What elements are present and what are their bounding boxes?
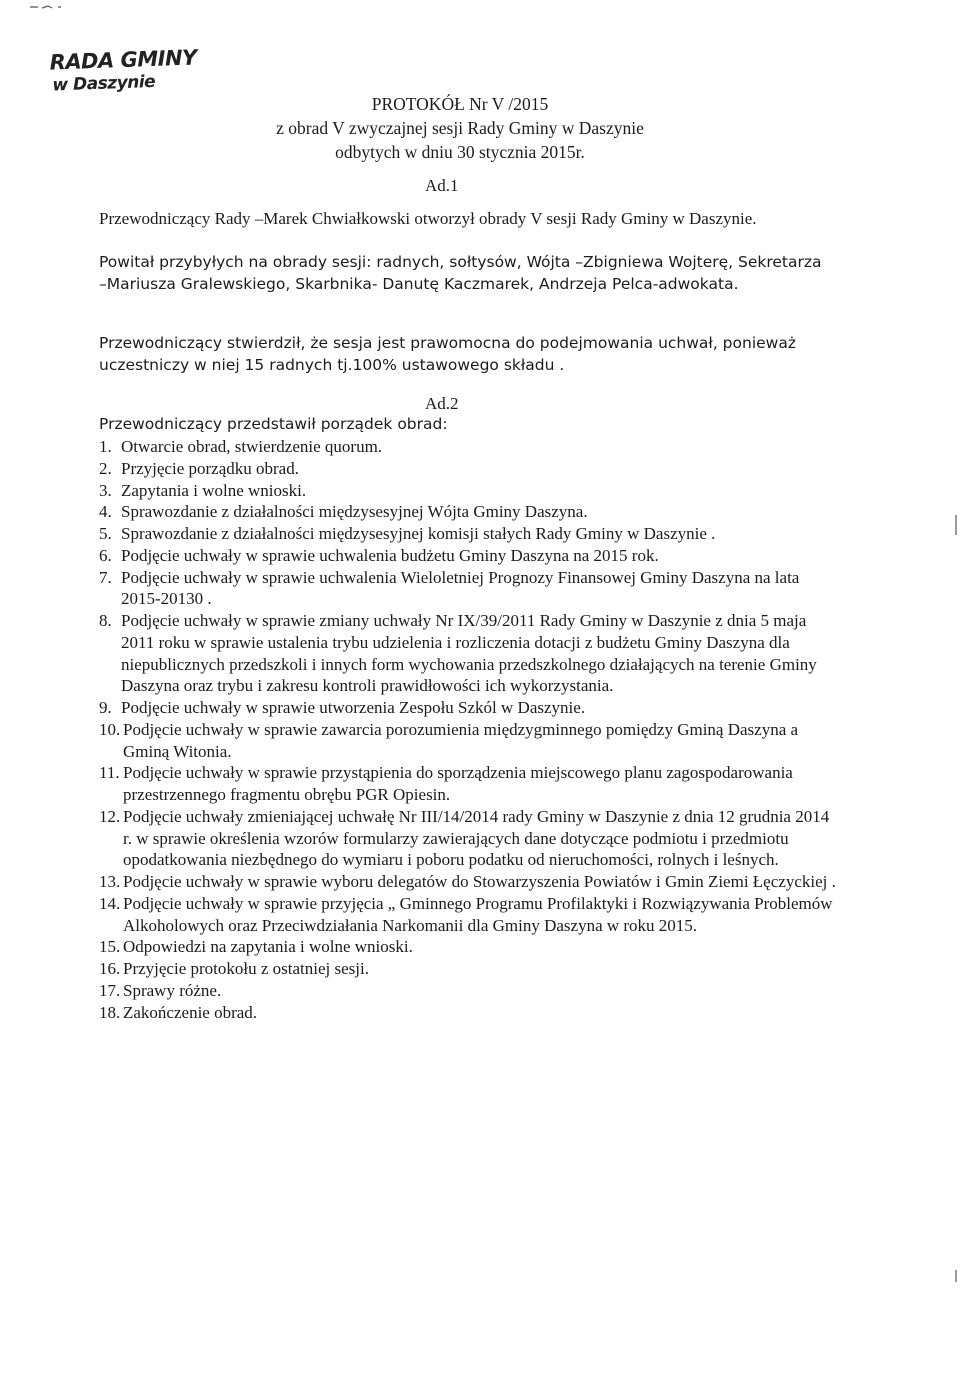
agenda-item [99, 697, 839, 719]
agenda-item-number: 15. [99, 937, 121, 957]
agenda-item-text: Podjęcie uchwały w sprawie zmiany uchwały Nr IX/39/2011 Rady Gminy w Daszynie z dnia 5 maja 2011 roku w sprawie ustalenia trybu udzielenia i rozliczenia dotacji z budżetu Gminy Daszyna dla niepublicznych przedszkoli i innych form wychowania przedszkolnego działających na terenie Gminy Daszyna oraz trybu i zakresu kontroli prawidłowości ich wykorzystania. [121, 611, 817, 696]
agenda-item [99, 871, 839, 893]
agenda-item-number: 14. [99, 893, 121, 913]
stamp-line-1: RADA GMINY [49, 45, 198, 75]
agenda-item [99, 610, 839, 697]
agenda-item-number: 4. [99, 502, 112, 522]
agenda-item-text: Podjęcie uchwały w sprawie uchwalenia Wieloletniej Prognozy Finansowej Gminy Daszyna na lata 2015-20130 . [121, 567, 800, 609]
agenda-item-text: Podjęcie uchwały w sprawie przyjęcia „ Gminnego Programu Profilaktyki i Rozwiązywania Problemów Alkoholowych oraz Przeciwdziałania Narkomanii dla Gminy Daszyna w roku 2015. [123, 893, 833, 935]
agenda-item-text: Przyjęcie protokołu z ostatniej sesji. [123, 959, 369, 978]
agenda-item-text: Przyjęcie porządku obrad. [121, 458, 299, 478]
agenda-item [99, 545, 839, 567]
document-date: odbytych w dniu 30 stycznia 2015r. [335, 142, 585, 162]
document-title: PROTOKÓŁ Nr V /2015 [371, 94, 549, 114]
agenda-item [99, 893, 839, 937]
agenda-item-number: 17. [99, 980, 121, 1000]
document-header [200, 92, 720, 164]
agenda-item [99, 436, 839, 458]
agenda-item-text: Otwarcie obrad, stwierdzenie quorum. [121, 437, 383, 456]
agenda-item-number: 3. [99, 480, 112, 500]
ad1-greeting-paragraph: Powitał przybyłych na obrady sesji: radnych, sołtysów, Wójta –Zbigniewa Wojterę, Sekretarza –Mariusza Gralewskiego, Skarbnika- Danutę Kaczmarek, Andrzeja Pelca-adwokata. [99, 253, 822, 293]
ad1-quorum-paragraph: Przewodniczący stwierdził, że sesja jest prawomocna do podejmowania uchwał, ponieważ uczestniczy w niej 15 radnych tj.100% ustawowego składu . [99, 334, 796, 374]
stamp-line-2: w Daszynie [52, 71, 156, 96]
agenda-item-number: 18. [99, 1002, 121, 1022]
agenda-item-number: 2. [99, 458, 112, 478]
agenda-item [99, 719, 839, 763]
scan-edge-mark [955, 1270, 957, 1282]
agenda-item-text: Podjęcie uchwały w sprawie wyboru delegatów do Stowarzyszenia Powiatów i Gmin Ziemi Łęczyckiej . [123, 872, 836, 891]
agenda-item [99, 567, 839, 611]
agenda-item-number: 8. [99, 611, 112, 630]
scan-edge-mark [955, 515, 957, 535]
agenda-item-number: 12. [99, 806, 121, 826]
agenda-item-number: 16. [99, 959, 121, 978]
agenda-item-text: Sprawy różne. [123, 980, 222, 1000]
document-subtitle: z obrad V zwyczajnej sesji Rady Gminy w Daszynie [276, 118, 644, 138]
ad1-heading: Ad.1 [425, 176, 459, 195]
agenda-item-text: Odpowiedzi na zapytania i wolne wnioski. [123, 937, 413, 957]
agenda-item-number: 5. [99, 524, 112, 543]
agenda-item-number: 9. [99, 698, 112, 717]
agenda-item-text: Zakończenie obrad. [123, 1002, 258, 1022]
agenda-item-text: Podjęcie uchwały w sprawie utworzenia Zespołu Szkól w Daszynie. [121, 698, 586, 717]
agenda-item-text: Podjęcie uchwały w sprawie uchwalenia budżetu Gminy Daszyna na 2015 rok. [121, 545, 659, 565]
council-stamp [49, 47, 198, 94]
agenda-item-text: Podjęcie uchwały w sprawie zawarcia porozumienia międzygminnego pomiędzy Gminą Daszyna a Gminą Witonia. [123, 719, 799, 761]
ad2-intro: Przewodniczący przedstawił porządek obrad: [99, 415, 448, 433]
agenda-item [99, 1002, 839, 1024]
agenda-item [99, 958, 839, 980]
agenda-item-number: 11. [99, 763, 120, 783]
agenda-item [99, 936, 839, 958]
agenda-item-number: 7. [99, 567, 112, 587]
agenda-item [99, 501, 839, 523]
agenda-list [99, 436, 839, 1023]
agenda-item [99, 523, 839, 545]
scan-mark [28, 4, 68, 10]
agenda-item-number: 10. [99, 719, 121, 739]
agenda-item [99, 980, 839, 1002]
agenda-item-text: Podjęcie uchwały w sprawie przystąpienia do sporządzenia miejscowego planu zagospodarowania przestrzennego fragmentu obrębu PGR Opiesin. [123, 763, 793, 804]
agenda-item-text: Podjęcie uchwały zmieniającej uchwałę Nr III/14/2014 rady Gminy w Daszynie z dnia 12 grudnia 2014 r. w sprawie określenia wzorów formularzy zawierających dane dotyczące podmiotu i przedmiotu opodatkowania niezbędnego do wymiaru i poboru podatku od nieruchomości, rolnych i leśnych. [123, 806, 830, 870]
agenda-item-number: 13. [99, 872, 121, 891]
ad2-heading: Ad.2 [425, 394, 459, 413]
agenda-item [99, 458, 839, 480]
agenda-item-text: Sprawozdanie z działalności międzysesyjnej komisji stałych Rady Gminy w Daszynie . [121, 524, 716, 543]
agenda-item [99, 806, 839, 871]
agenda-item-number: 6. [99, 545, 112, 565]
ad1-opening-paragraph: Przewodniczący Rady –Marek Chwiałkowski otworzył obrady V sesji Rady Gminy w Daszynie. [99, 209, 757, 228]
agenda-item [99, 762, 839, 806]
agenda-item [99, 480, 839, 502]
agenda-item-text: Sprawozdanie z działalności międzysesyjnej Wójta Gminy Daszyna. [121, 502, 588, 522]
agenda-item-number: 1. [99, 437, 112, 456]
agenda-item-text: Zapytania i wolne wnioski. [121, 480, 307, 500]
